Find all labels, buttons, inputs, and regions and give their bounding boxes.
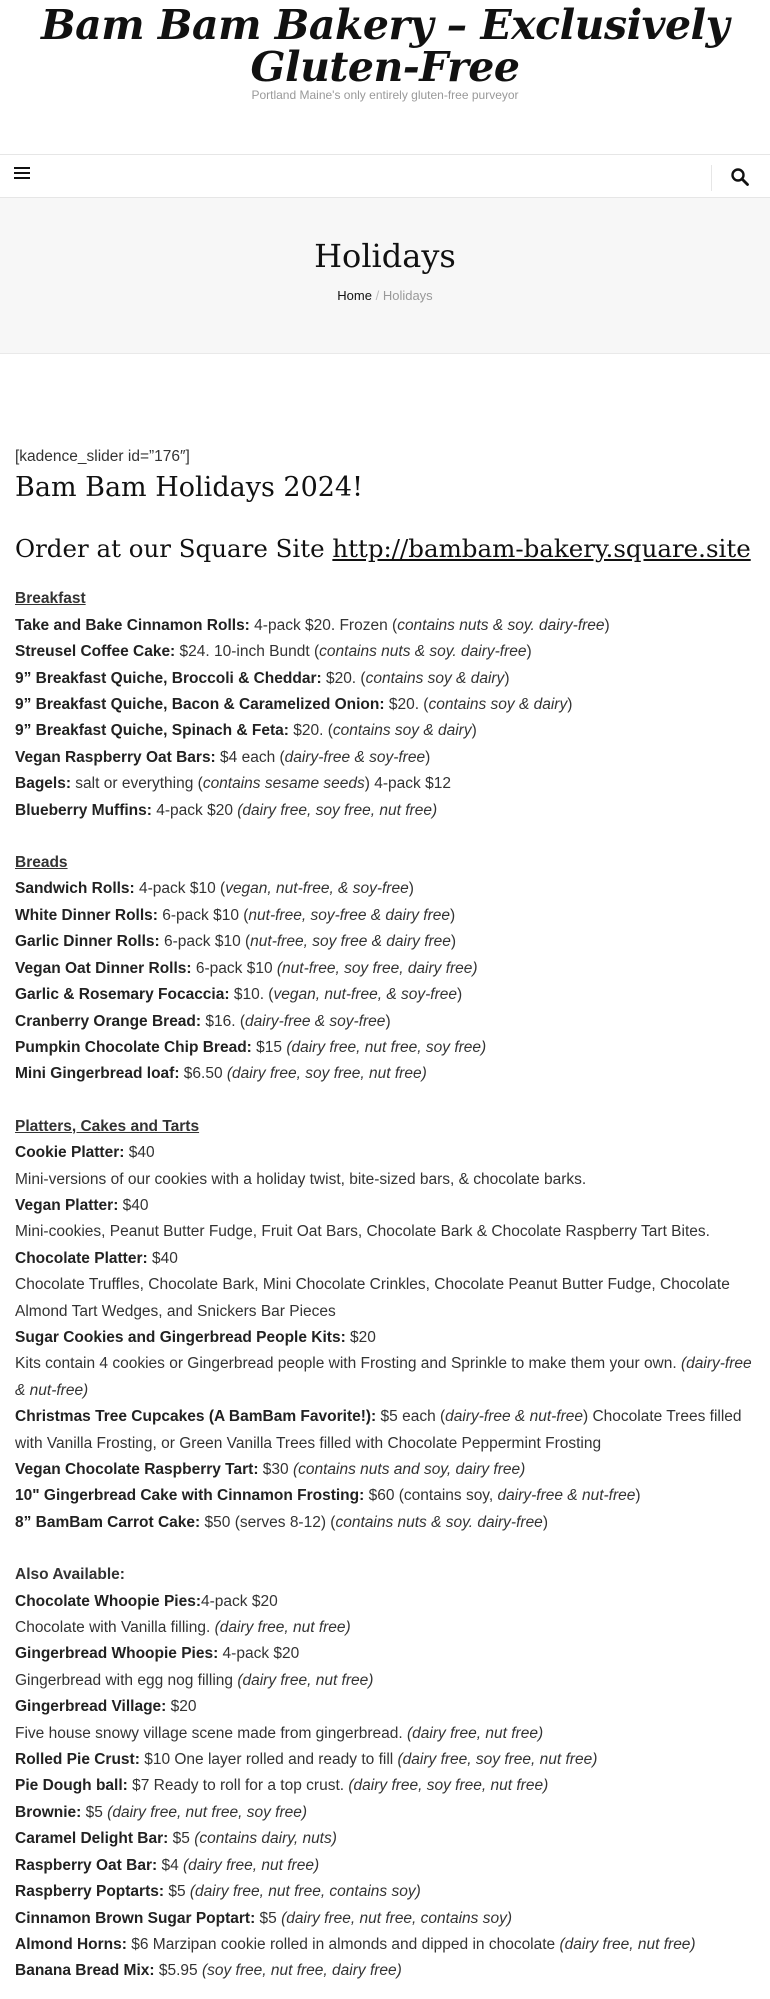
page-hero: [0, 198, 770, 354]
item-dietary-note: (soy free, nut free, dairy free): [201, 1962, 402, 1980]
menu-item: [15, 1826, 755, 1852]
item-name: Raspberry Poptarts:: [15, 1883, 165, 1901]
item-text: Mini-cookies, Peanut Butter Fudge, Fruit Oat Bars, Chocolate Bark & Chocolate Raspberry Tart Bites.: [15, 1223, 710, 1241]
item-name: Sugar Cookies and Gingerbread People Kits:: [15, 1328, 346, 1346]
menu-item: [15, 718, 755, 744]
site-header: [0, 0, 770, 154]
item-text: $24. 10-inch Bundt (: [175, 643, 320, 661]
menu-item: [15, 1483, 755, 1509]
menu-item: [15, 1246, 755, 1272]
item-dietary-note: (dairy free, soy free, nut free): [226, 1065, 427, 1083]
item-text: ): [504, 669, 510, 687]
item-text: 4-pack $20: [201, 1592, 278, 1610]
item-text: $5: [168, 1830, 195, 1848]
menu-item: [15, 903, 755, 929]
item-name: Raspberry Oat Bar:: [15, 1856, 158, 1874]
menu-item: [15, 1167, 755, 1193]
menu-item: [15, 929, 755, 955]
item-name: 9” Breakfast Quiche, Bacon & Caramelized Onion:: [15, 696, 385, 714]
item-text: $20. (: [288, 722, 333, 740]
section-heading: Platters, Cakes and Tarts: [15, 1117, 200, 1135]
slider-shortcode-text: [kadence_slider id=”176″]: [15, 448, 190, 465]
menu-item: [15, 1721, 755, 1747]
menu-item: [15, 1325, 755, 1351]
item-dietary-note: (dairy free, nut free): [237, 1671, 374, 1689]
menu-item: [15, 1457, 755, 1483]
item-dietary-note: (dairy free, nut free): [559, 1935, 696, 1953]
menu-item: [15, 1035, 755, 1061]
menu-item: [15, 1140, 755, 1166]
menu-item: [15, 1061, 755, 1087]
item-dietary-note: (dairy free, nut free): [407, 1724, 544, 1742]
menu-item: [15, 666, 755, 692]
menu-item: [15, 1879, 755, 1905]
page-title: Holidays: [314, 237, 456, 275]
item-dietary-note: contains nuts & soy. dairy-free: [335, 1513, 543, 1531]
order-heading-text: Order at our Square Site: [15, 534, 333, 564]
menu-item: [15, 798, 755, 824]
search-icon[interactable]: [730, 167, 750, 187]
menu-item: [15, 1694, 755, 1720]
menu-item: [15, 639, 755, 665]
section-spacer: [15, 1536, 755, 1562]
menu-item: [15, 1404, 755, 1457]
menu-section: [15, 1114, 755, 1537]
menu-item: [15, 1009, 755, 1035]
site-tagline: Portland Maine's only entirely gluten-free purveyor: [251, 88, 519, 102]
nav-divider: [711, 165, 712, 191]
menu-item: [15, 1641, 755, 1667]
menu-item: [15, 1193, 755, 1219]
item-name: Garlic Dinner Rolls:: [15, 933, 160, 951]
item-text: 4-pack $20: [218, 1645, 300, 1663]
item-text: $40: [147, 1249, 178, 1267]
item-name: Streusel Coffee Cake:: [15, 643, 176, 661]
item-text: salt or everything (: [71, 775, 203, 793]
menu-item: [15, 1773, 755, 1799]
item-text: $5: [164, 1883, 190, 1901]
item-text: ): [385, 1012, 391, 1030]
item-text: $15: [251, 1038, 287, 1056]
item-name: Cranberry Orange Bread:: [15, 1012, 202, 1030]
breadcrumb-home-link[interactable]: Home: [337, 288, 372, 303]
item-name: Garlic & Rosemary Focaccia:: [15, 986, 230, 1004]
item-dietary-note: (dairy free, nut free): [214, 1619, 351, 1637]
item-name: Banana Bread Mix:: [15, 1962, 155, 1980]
main-content: [0, 354, 770, 1985]
item-text: $7 Ready to roll for a top crust.: [127, 1777, 349, 1795]
menu-sections: [15, 586, 755, 1984]
item-dietary-note: contains soy & dairy: [332, 722, 472, 740]
item-text: $20. (: [384, 696, 429, 714]
menu-item: [15, 1668, 755, 1694]
item-text: ): [542, 1513, 548, 1531]
menu-item: [15, 1589, 755, 1615]
menu-item: [15, 1510, 755, 1536]
item-dietary-note: (dairy free, soy free, nut free): [348, 1777, 549, 1795]
menu-item: [15, 1351, 755, 1404]
breadcrumb-separator: /: [371, 288, 383, 303]
item-text: $60 (contains soy,: [364, 1487, 498, 1505]
item-name: Gingerbread Whoopie Pies:: [15, 1645, 219, 1663]
navbar: [0, 154, 770, 198]
item-name: Caramel Delight Bar:: [15, 1830, 169, 1848]
menu-item: [15, 1272, 755, 1325]
item-name: Pie Dough ball:: [15, 1777, 128, 1795]
section-heading: Also Available:: [15, 1566, 125, 1584]
item-dietary-note: contains soy & dairy: [365, 669, 505, 687]
menu-item: [15, 1853, 755, 1879]
item-dietary-note: dairy-free & soy-free: [284, 748, 426, 766]
item-name: Christmas Tree Cupcakes (A BamBam Favorite!):: [15, 1408, 377, 1426]
item-dietary-note: dairy-free & soy-free: [245, 1012, 386, 1030]
menu-item: [15, 1219, 755, 1245]
section-spacer: [15, 824, 755, 850]
item-text: $5: [81, 1803, 108, 1821]
item-name: Brownie:: [15, 1803, 82, 1821]
menu-item: [15, 1615, 755, 1641]
item-text: ): [450, 933, 457, 951]
item-text: $5 each (: [376, 1408, 446, 1426]
item-text: $50 (serves 8-12) (: [200, 1513, 336, 1531]
item-dietary-note: (dairy free, nut free, contains soy): [189, 1883, 421, 1901]
menu-section: [15, 850, 755, 1088]
item-name: White Dinner Rolls:: [15, 906, 158, 924]
item-text: ): [526, 643, 532, 661]
item-text: $6.50: [179, 1065, 227, 1083]
menu-item: [15, 692, 755, 718]
menu-item: [15, 745, 755, 771]
item-dietary-note: (contains dairy, nuts): [194, 1830, 337, 1848]
item-dietary-note: (dairy free, nut free, soy free): [286, 1038, 487, 1056]
square-site-link[interactable]: http://bambam-bakery.square.site: [332, 534, 751, 564]
holidays-heading: Bam Bam Holidays 2024!: [15, 472, 363, 504]
item-dietary-note: (dairy free, nut free): [183, 1856, 320, 1874]
item-text: $4 each (: [215, 748, 285, 766]
menu-item: [15, 1800, 755, 1826]
item-name: Vegan Platter:: [15, 1196, 119, 1214]
menu-item: [15, 1932, 755, 1958]
item-text: Five house snowy village scene made from gingerbread.: [15, 1724, 408, 1742]
hamburger-menu-icon[interactable]: [14, 167, 30, 183]
item-name: Chocolate Platter:: [15, 1249, 148, 1267]
item-dietary-note: nut-free, soy-free & dairy free: [248, 906, 451, 924]
item-text: ): [635, 1487, 641, 1505]
item-dietary-note: (nut-free, soy free, dairy free): [276, 959, 478, 977]
item-text: ): [567, 696, 573, 714]
item-name: Cookie Platter:: [15, 1144, 125, 1162]
item-text: Mini-versions of our cookies with a holiday twist, bite-sized bars, & chocolate barks.: [15, 1170, 587, 1188]
item-dietary-note: (dairy free, soy free, nut free): [237, 801, 438, 819]
menu-section: [15, 1562, 755, 1985]
item-dietary-note: dairy-free & nut-free: [445, 1408, 583, 1426]
item-name: Mini Gingerbread loaf:: [15, 1065, 180, 1083]
menu-item: [15, 1906, 755, 1932]
item-name: Vegan Raspberry Oat Bars:: [15, 748, 216, 766]
item-dietary-note: vegan, nut-free, & soy-free: [225, 880, 409, 898]
item-text: 4-pack $10 (: [134, 880, 226, 898]
menu-item: [15, 613, 755, 639]
menu-item: [15, 956, 755, 982]
item-name: Gingerbread Village:: [15, 1698, 167, 1716]
item-text: ): [425, 748, 431, 766]
section-spacer: [15, 1088, 755, 1114]
item-name: Sandwich Rolls:: [15, 880, 135, 898]
item-name: Cinnamon Brown Sugar Poptart:: [15, 1909, 256, 1927]
item-text: $5.95: [154, 1962, 202, 1980]
item-text: $6 Marzipan cookie rolled in almonds and dipped in chocolate: [126, 1935, 560, 1953]
item-text: 4-pack $20: [151, 801, 238, 819]
item-dietary-note: (dairy free, nut free, contains soy): [281, 1909, 512, 1927]
item-name: Vegan Oat Dinner Rolls:: [15, 959, 192, 977]
item-name: Blueberry Muffins:: [15, 801, 152, 819]
item-dietary-note: (dairy free, nut free, soy free): [107, 1803, 308, 1821]
item-dietary-note: nut-free, soy free & dairy free: [250, 933, 451, 951]
item-name: Bagels:: [15, 775, 71, 793]
item-text: ): [450, 906, 456, 924]
item-name: Vegan Chocolate Raspberry Tart:: [15, 1461, 259, 1478]
item-text: ): [408, 880, 414, 898]
item-text: Chocolate with Vanilla filling.: [15, 1619, 215, 1637]
item-text: $5: [255, 1909, 282, 1927]
item-text: Kits contain 4 cookies or Gingerbread people with Frosting and Sprinkle to make them your own.: [15, 1355, 681, 1373]
item-name: 8” BamBam Carrot Cake:: [15, 1513, 201, 1531]
site-title[interactable]: Bam Bam Bakery – Exclusively Gluten-Free: [41, 1, 729, 91]
item-text: $10. (: [229, 986, 274, 1004]
item-text: ) Chocolate Trees filled with Vanilla Frosting, or Green Vanilla Trees filled with Chocolate Peppermint Frosting: [15, 1408, 742, 1452]
item-text: $4: [157, 1856, 183, 1874]
item-dietary-note: (contains nuts and soy, dairy free): [292, 1461, 526, 1478]
menu-item: [15, 1958, 755, 1984]
item-dietary-note: contains soy & dairy: [428, 696, 568, 714]
item-dietary-note: contains nuts & soy. dairy-free: [319, 643, 527, 661]
item-name: Rolled Pie Crust:: [15, 1751, 140, 1769]
item-dietary-note: (dairy free, soy free, nut free): [397, 1751, 598, 1769]
item-text: ) 4-pack $12: [364, 775, 451, 793]
item-dietary-note: dairy-free & nut-free: [497, 1487, 636, 1505]
item-text: ): [604, 616, 610, 634]
menu-item: [15, 1747, 755, 1773]
item-text: $10 One layer rolled and ready to fill: [139, 1751, 398, 1769]
item-text: ): [471, 722, 477, 740]
item-name: Take and Bake Cinnamon Rolls:: [15, 616, 250, 634]
menu-item: [15, 876, 755, 902]
menu-item: [15, 982, 755, 1008]
breadcrumb: [0, 288, 770, 303]
item-text: $16. (: [201, 1012, 246, 1030]
item-text: Gingerbread with egg nog filling: [15, 1671, 238, 1689]
item-text: $40: [124, 1144, 155, 1162]
item-text: 6-pack $10 (: [157, 906, 249, 924]
item-dietary-note: (dairy-free & nut-free): [15, 1355, 752, 1399]
item-text: $20: [345, 1328, 376, 1346]
breadcrumb-current: Holidays: [382, 288, 433, 303]
item-dietary-note: contains sesame seeds: [202, 775, 365, 793]
item-text: $30: [258, 1461, 293, 1478]
order-heading: [15, 532, 755, 566]
item-text: 6-pack $10 (: [159, 933, 251, 951]
item-dietary-note: vegan, nut-free, & soy-free: [273, 986, 457, 1004]
item-text: 6-pack $10: [191, 959, 277, 977]
item-name: Pumpkin Chocolate Chip Bread:: [15, 1038, 252, 1056]
item-text: $20. (: [321, 669, 366, 687]
item-name: 10" Gingerbread Cake with Cinnamon Frosting:: [15, 1487, 365, 1505]
section-heading: Breads: [15, 854, 68, 872]
item-name: 9” Breakfast Quiche, Broccoli & Cheddar:: [15, 669, 322, 687]
item-text: $40: [118, 1196, 149, 1214]
item-text: 4-pack $20. Frozen (: [249, 616, 398, 634]
menu-item: [15, 771, 755, 797]
item-name: 9” Breakfast Quiche, Spinach & Feta:: [15, 722, 289, 740]
menu-section: [15, 586, 755, 824]
item-text: Chocolate Truffles, Chocolate Bark, Mini Chocolate Crinkles, Chocolate Peanut Butter Fudge, Chocolate Almond Tart Wedges, and Snickers Bar Pieces: [15, 1276, 730, 1320]
item-name: Chocolate Whoopie Pies:: [15, 1592, 202, 1610]
section-heading: Breakfast: [15, 590, 86, 608]
item-text: ): [457, 986, 463, 1004]
item-name: Almond Horns:: [15, 1935, 127, 1953]
item-text: $20: [166, 1698, 197, 1716]
item-dietary-note: contains nuts & soy. dairy-free: [397, 616, 605, 634]
